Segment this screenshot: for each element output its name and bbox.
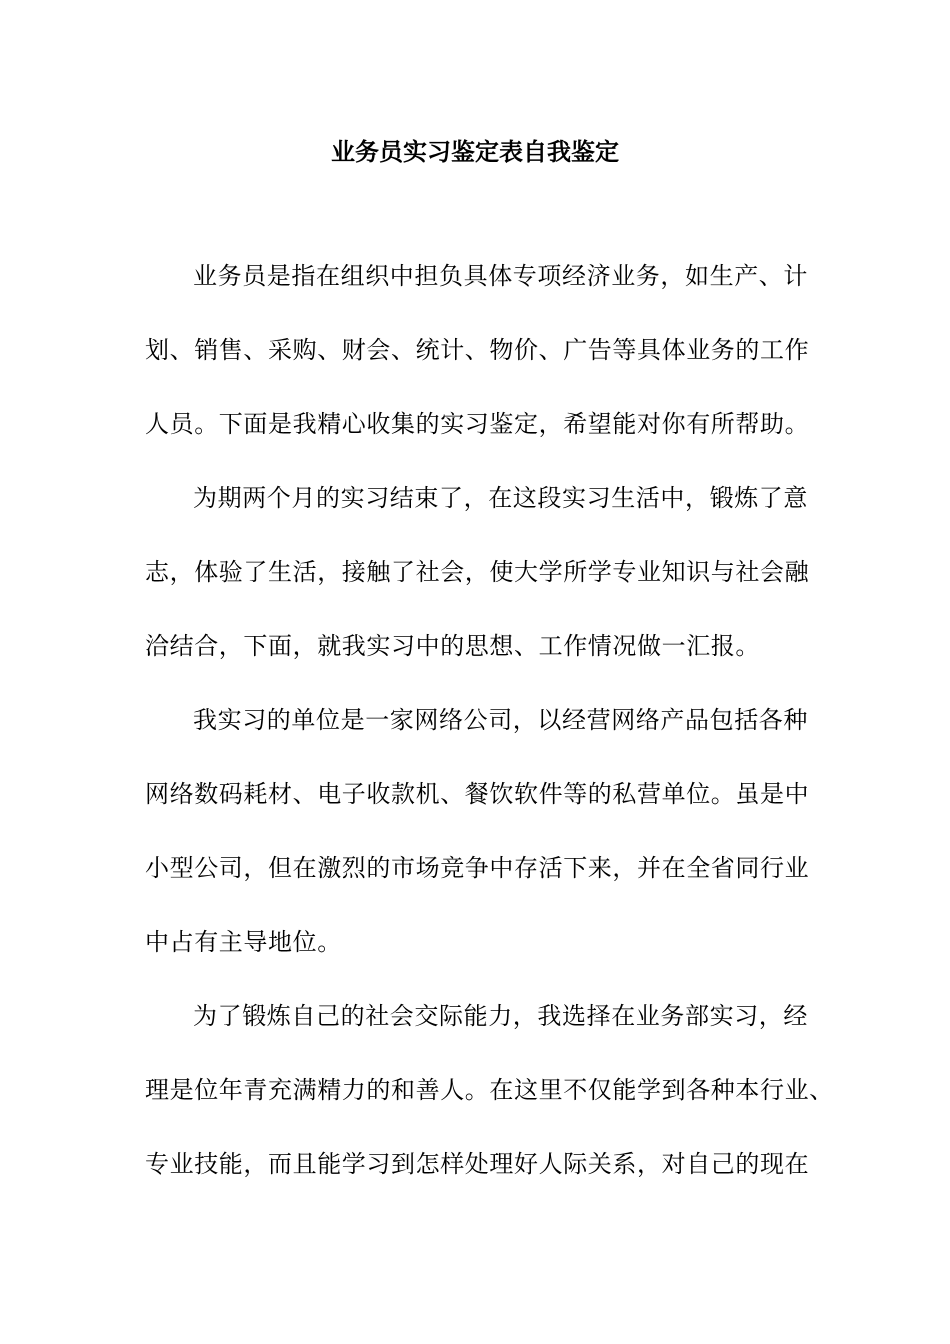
paragraph-line: 志，体验了生活，接触了社会，使大学所学专业知识与社会融: [145, 558, 810, 586]
paragraph-line: 网络数码耗材、电子收款机、餐饮软件等的私营单位。虽是中: [145, 780, 810, 808]
paragraph-line: 人员。下面是我精心收集的实习鉴定，希望能对你有所帮助。: [145, 410, 810, 438]
paragraph-line: 小型公司，但在激烈的市场竞争中存活下来，并在全省同行业: [145, 854, 810, 882]
paragraph-line: 划、销售、采购、财会、统计、物价、广告等具体业务的工作: [145, 336, 810, 364]
paragraph-line: 为期两个月的实习结束了，在这段实习生活中，锻炼了意: [193, 484, 808, 512]
paragraph-line: 理是位年青充满精力的和善人。在这里不仅能学到各种本行业、: [145, 1076, 834, 1104]
document-body: [145, 256, 835, 1218]
paragraph-line: 我实习的单位是一家网络公司，以经营网络产品包括各种: [193, 706, 808, 734]
paragraph-line: 为了锻炼自己的社会交际能力，我选择在业务部实习，经: [193, 1002, 808, 1030]
paragraph-line: 洽结合，下面，就我实习中的思想、工作情况做一汇报。: [145, 632, 760, 660]
paragraph-line: 专业技能，而且能学习到怎样处理好人际关系，对自己的现在: [145, 1150, 810, 1178]
paragraph-line: 中占有主导地位。: [145, 928, 342, 956]
paragraph-line: 业务员是指在组织中担负具体专项经济业务，如生产、计: [193, 262, 808, 290]
document-title: 业务员实习鉴定表自我鉴定: [331, 137, 619, 166]
